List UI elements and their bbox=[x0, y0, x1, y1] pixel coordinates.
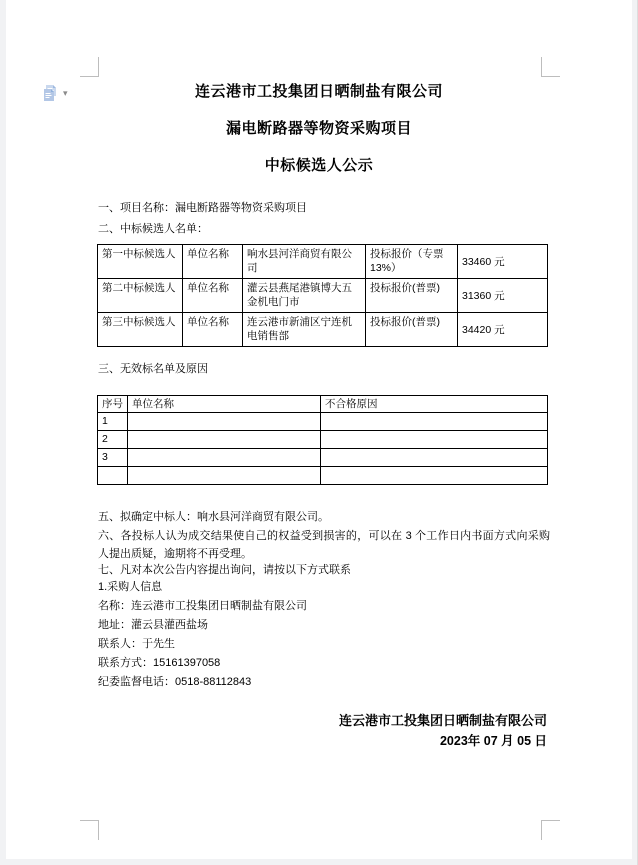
unit-name-cell bbox=[128, 449, 321, 467]
fail-reason-cell bbox=[321, 449, 548, 467]
document-title-announcement: 中标候选人公示 bbox=[264, 157, 374, 174]
section-project-name: 一、项目名称：漏电断路器等物资采购项目 bbox=[98, 202, 307, 214]
unit-name-cell bbox=[128, 467, 321, 485]
company-cell: 响水县河洋商贸有限公司 bbox=[243, 245, 366, 279]
fail-reason-cell bbox=[321, 413, 548, 431]
price-cell: 31360 元 bbox=[458, 279, 548, 313]
table-row bbox=[98, 245, 548, 279]
table-row bbox=[98, 279, 548, 313]
purchaser-info-block bbox=[98, 597, 550, 692]
section-inquiry-contact: 七、凡对本次公告内容提出询问，请按以下方式联系 bbox=[98, 564, 351, 576]
dropdown-arrow-icon: ▾ bbox=[63, 87, 68, 98]
table-row bbox=[98, 313, 548, 347]
signature-block bbox=[339, 710, 547, 752]
table-row bbox=[98, 431, 548, 449]
company-cell: 灌云县燕尾港镇博大五金机电门市 bbox=[243, 279, 366, 313]
crop-mark-bottom-left bbox=[80, 820, 99, 840]
section-candidate-list-label: 二、中标候选人名单： bbox=[98, 223, 208, 235]
candidate-rank-cell: 第一中标候选人 bbox=[98, 245, 183, 279]
document-page bbox=[6, 0, 632, 859]
signature-date: 2023年 07 月 05 日 bbox=[439, 734, 547, 748]
section-invalid-bids-label: 三、无效标名单及原因 bbox=[98, 363, 208, 375]
purchaser-name: 名称：连云港市工投集团日晒制盐有限公司 bbox=[98, 600, 307, 612]
header-fail-reason: 不合格原因 bbox=[321, 396, 548, 413]
fail-reason-cell bbox=[321, 467, 548, 485]
price-cell: 33460 元 bbox=[458, 245, 548, 279]
signature-company: 连云港市工投集团日晒制盐有限公司 bbox=[338, 713, 547, 728]
price-label-cell: 投标报价(普票) bbox=[366, 313, 458, 347]
unit-name-cell bbox=[128, 431, 321, 449]
crop-mark-top-left bbox=[80, 57, 99, 77]
company-cell: 连云港市新浦区宁连机电销售部 bbox=[243, 313, 366, 347]
header-unit-name: 单位名称 bbox=[128, 396, 321, 413]
section-objection-notice: 六、各投标人认为成交结果使自己的权益受到损害的，可以在 3 个工作日内书面方式向采购人提出质疑，逾期将不再受理。 bbox=[98, 530, 550, 560]
header-seq: 序号 bbox=[98, 396, 128, 413]
price-label-cell: 投标报价（专票13%） bbox=[366, 245, 458, 279]
seq-cell bbox=[98, 467, 128, 485]
invalid-bids-table bbox=[97, 395, 548, 485]
price-label-cell: 投标报价(普票) bbox=[366, 279, 458, 313]
candidate-rank-cell: 第二中标候选人 bbox=[98, 279, 183, 313]
price-cell: 34420 元 bbox=[458, 313, 548, 347]
candidates-table bbox=[97, 244, 548, 347]
table-row bbox=[98, 467, 548, 485]
seq-cell: 1 bbox=[98, 413, 128, 431]
crop-mark-top-right bbox=[541, 57, 560, 77]
unit-label-cell: 单位名称 bbox=[183, 313, 243, 347]
unit-name-cell bbox=[128, 413, 321, 431]
table-row bbox=[98, 449, 548, 467]
purchaser-address: 地址：灌云县灌西盐场 bbox=[98, 619, 208, 631]
crop-mark-bottom-right bbox=[541, 820, 560, 840]
document-title-project: 漏电断路器等物资采购项目 bbox=[225, 120, 412, 137]
purchaser-phone: 联系方式：15161397058 bbox=[98, 657, 221, 669]
section-proposed-winner: 五、拟确定中标人：响水县河洋商贸有限公司。 bbox=[98, 511, 329, 523]
document-title-company: 连云港市工投集团日晒制盐有限公司 bbox=[194, 83, 443, 100]
table-row bbox=[98, 413, 548, 431]
candidate-rank-cell: 第三中标候选人 bbox=[98, 313, 183, 347]
unit-label-cell: 单位名称 bbox=[183, 279, 243, 313]
seq-cell: 2 bbox=[98, 431, 128, 449]
seq-cell: 3 bbox=[98, 449, 128, 467]
supervision-phone: 纪委监督电话：0518-88112843 bbox=[98, 676, 252, 688]
purchaser-info-heading: 1.采购人信息 bbox=[98, 581, 163, 593]
unit-label-cell: 单位名称 bbox=[183, 245, 243, 279]
table-header-row bbox=[98, 396, 548, 413]
fail-reason-cell bbox=[321, 431, 548, 449]
purchaser-contact-person: 联系人：于先生 bbox=[98, 638, 175, 650]
